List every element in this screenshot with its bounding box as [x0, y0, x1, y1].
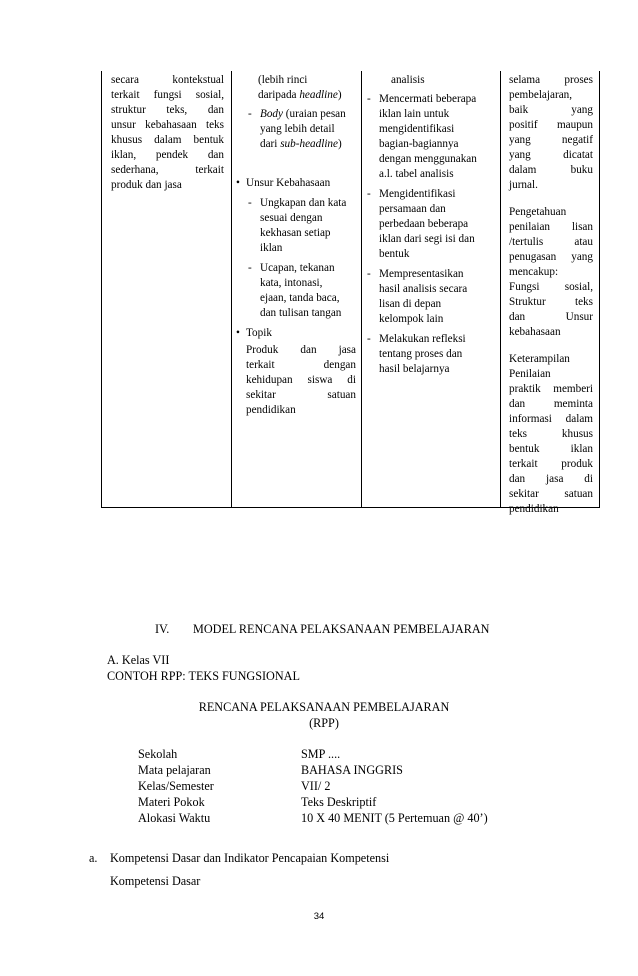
table-cell-line: perbedaan beberapa [379, 218, 469, 230]
table-cell-line: secara kontekstual [111, 74, 224, 86]
table-cell-line: /tertulis atau [509, 236, 593, 248]
sub-item-ucapan [248, 261, 356, 321]
table-cell-line: dan meminta [509, 398, 593, 410]
table-cell-line: Pengetahuan [509, 206, 567, 218]
table-cell-line: analisis [391, 74, 425, 86]
sub-item-ungkapan [248, 196, 356, 256]
table-cell-line: informasi dalam [509, 413, 593, 425]
headline-term: headline [299, 89, 338, 101]
table-cell-line: Fungsi sosial, [509, 281, 593, 293]
identity-value: BAHASA INGGRIS [301, 763, 403, 777]
table-cell-line: sederhana, terkait [111, 164, 224, 176]
table-cell-line: baik yang [509, 104, 593, 116]
table-cell-line: hasil analisis secara [379, 283, 468, 295]
table-column-divider [361, 71, 362, 507]
section-number: IV. [155, 622, 170, 636]
identity-value: SMP .... [301, 747, 341, 761]
table-cell-line: persamaan dan [379, 203, 446, 215]
table-cell-line: hasil belajarnya [379, 363, 450, 375]
table-cell-line: (lebih rinci [258, 74, 308, 86]
table-cell-line: pendidikan [509, 503, 559, 515]
table-cell-line: tentang proses dan [379, 348, 463, 360]
table-cell-line: daripada [258, 89, 297, 101]
point-a-heading: Kompetensi Dasar dan Indikator Pencapaian Kompetensi [110, 851, 390, 865]
page-number: 34 [313, 911, 325, 922]
table-cell-line: yang lebih detail [260, 123, 335, 135]
table-cell-line: Produk dan jasa [246, 344, 356, 356]
table-cell-line: pembelajaran, [509, 89, 573, 101]
table-cell-line: Struktur teks [509, 296, 593, 308]
table-cell-activities [367, 73, 495, 377]
bullet-unsur-kebahasaan [236, 176, 356, 191]
rpp-example-label: CONTOH RPP: TEKS FUNGSIONAL [107, 669, 300, 683]
point-a-marker: a. [89, 851, 98, 865]
activity-item [367, 267, 495, 327]
table-cell-line: kehidupan siswa di [246, 374, 356, 386]
table-cell-learning-goal [111, 73, 224, 193]
table-cell-line: penugasan yang [509, 251, 593, 263]
activity-item [367, 92, 495, 182]
table-cell-line: dalam buku [509, 164, 593, 176]
table-column-divider [231, 71, 232, 507]
rpp-title: RENCANA PELAKSANAAN PEMBELAJARAN [198, 700, 450, 714]
body-term: Body [260, 108, 283, 120]
table-cell-line: teks khusus [509, 428, 593, 440]
table-cell-line: sekitar satuan [246, 389, 356, 401]
table-cell-line: a.l. tabel analisis [379, 168, 454, 180]
identity-value: 10 X 40 MENIT (5 Pertemuan @ 40’) [301, 811, 488, 825]
identity-label: Materi Pokok [138, 795, 205, 809]
table-cell-line: - Ungkapan dan kata [260, 197, 347, 209]
table-cell-line: bentuk [379, 248, 410, 260]
assessment-paragraph [509, 73, 593, 193]
table-cell-line: bentuk iklan [509, 443, 593, 455]
identity-label: Sekolah [138, 747, 178, 761]
sub-headline-term: sub-headline [280, 138, 338, 150]
identity-label: Mata pelajaran [138, 763, 211, 777]
table-cell-line: lisan di depan [379, 298, 442, 310]
table-cell-line: unsur kebahasaan teks [111, 119, 224, 131]
table-cell-line: (uraian pesan [283, 108, 346, 120]
table-cell-line: positif maupun [509, 119, 593, 131]
table-cell-line: kebahasaan [509, 326, 561, 338]
table-cell-line: terkait dengan [246, 359, 356, 371]
table-cell-line: mengidentifikasi [379, 123, 455, 135]
table-cell-line: ) [338, 138, 342, 150]
table-cell-line: iklan lain untuk [379, 108, 450, 120]
table-cell-line: dan tulisan tangan [260, 307, 342, 319]
table-cell-line: bagian-bagiannya [379, 138, 459, 150]
identity-value: Teks Deskriptif [301, 795, 377, 809]
table-cell-line: khusus dalam bentuk [111, 134, 224, 146]
table-cell-line: iklan, pendek dan [111, 149, 224, 161]
table-cell-line: selama proses [509, 74, 593, 86]
table-cell-line: sesuai dengan [260, 212, 323, 224]
table-cell-line: Keterampilan [509, 353, 570, 365]
bullet-topik [236, 326, 356, 341]
activity-item [367, 187, 495, 262]
table-cell-line: terkait produk [509, 458, 593, 470]
table-cell-line: dari [260, 138, 278, 150]
table-cell-line: jurnal. [509, 179, 538, 191]
table-cell-line: - Ucapan, tekanan [260, 262, 335, 274]
rpp-abbreviation: (RPP) [309, 716, 339, 730]
table-cell-assessment [509, 73, 593, 517]
table-cell-line: ejaan, tanda baca, [260, 292, 340, 304]
identity-label: Alokasi Waktu [138, 811, 211, 825]
identity-label: Kelas/Semester [138, 779, 214, 793]
table-cell-line: penilaian lisan [509, 221, 593, 233]
table-column-divider [500, 71, 501, 507]
table-cell-line: iklan [260, 242, 283, 254]
identity-value: VII/ 2 [301, 779, 331, 793]
table-cell-line: mencakup: [509, 266, 559, 278]
table-cell-line: yang dicatat [509, 149, 593, 161]
continuation-table [101, 71, 600, 515]
table-cell-line: kekhasan setiap [260, 227, 331, 239]
table-cell-line: iklan dari segi isi dan [379, 233, 475, 245]
table-cell-line: kata, intonasi, [260, 277, 323, 289]
class-label: A. Kelas VII [107, 653, 170, 667]
assessment-paragraph [509, 205, 593, 340]
table-cell-line: - Mencermati beberapa [379, 93, 477, 105]
table-cell-material [236, 73, 356, 418]
table-cell-line: dengan menggunakan [379, 153, 477, 165]
table-cell-line: sekitar satuan [509, 488, 593, 500]
table-cell-line: dan jasa di [509, 473, 593, 485]
table-cell-line: yang negatif [509, 134, 593, 146]
table-cell-line: - Mempresentasikan [379, 268, 464, 280]
bullet-label: • Topik [246, 327, 272, 339]
table-cell-line: - Mengidentifikasi [379, 188, 456, 200]
table-cell-line: dan Unsur [509, 311, 593, 323]
kompetensi-dasar-label: Kompetensi Dasar [110, 874, 201, 888]
table-cell-line: struktur teks, dan [111, 104, 224, 116]
body-item [248, 107, 356, 152]
assessment-paragraph [509, 352, 593, 517]
table-cell-line: ) [337, 89, 342, 101]
table-cell-line: terkait fungsi sosial, [111, 89, 224, 101]
table-cell-line: kelompok lain [379, 313, 444, 325]
topik-text [236, 343, 356, 418]
section-title: MODEL RENCANA PELAKSANAAN PEMBELAJARAN [193, 622, 490, 636]
table-cell-line: produk dan jasa [111, 179, 182, 191]
table-cell-line: pendidikan [246, 404, 296, 416]
bullet-label: • Unsur Kebahasaan [246, 177, 331, 189]
table-cell-line: praktik memberi [509, 383, 593, 395]
table-cell-line: - Melakukan refleksi [379, 333, 466, 345]
activity-item [367, 332, 495, 377]
table-cell-line: Penilaian [509, 368, 551, 380]
